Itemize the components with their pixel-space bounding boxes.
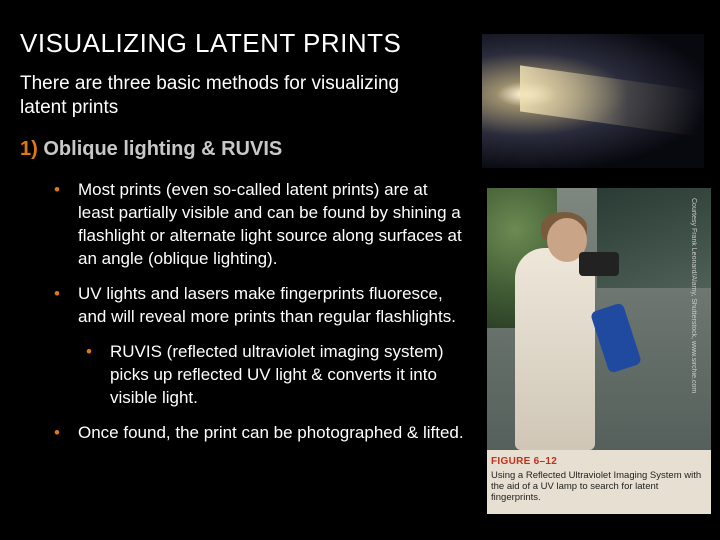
bullet-item (54, 421, 464, 444)
bullet-item (54, 282, 464, 328)
section-heading-text: Oblique lighting & RUVIS (43, 138, 283, 160)
ruvis-photo (487, 188, 711, 514)
flashlight-photo (482, 34, 704, 168)
slide-title: VISUALIZING LATENT PRINTS (20, 28, 402, 58)
figure-label: FIGURE 6–12 (491, 456, 558, 467)
section-heading (20, 138, 282, 161)
bullet-text: RUVIS (reflected ultraviolet imaging system) picks up reflected UV light & converts it into visible light. (110, 342, 444, 407)
figure-caption-text: Using a Reflected Ultraviolet Imaging System with the aid of a UV lamp to search for latent fingerprints. (491, 470, 702, 503)
bullet-dot: • (54, 423, 60, 442)
sub-bullet-item (86, 340, 464, 409)
figure-caption (487, 450, 711, 514)
photo-credit: Courtesy Frank Leonard/Alamy, Shutterstock, www.sirchie.com (690, 198, 697, 394)
bullet-text: UV lights and lasers make fingerprints fluoresce, and will reveal more prints than regular flashlights. (78, 284, 456, 326)
bullet-dot: • (86, 342, 92, 361)
slide-subtitle: There are three basic methods for visualizing latent prints (20, 73, 400, 118)
flashlight-beam (520, 65, 700, 136)
bullet-text: Most prints (even so-called latent prints) are at least partially visible and can be found by shining a flashlight or alternate light source along surfaces at an angle (oblique lighting). (78, 180, 462, 268)
investigator-lab-coat (515, 248, 595, 450)
bullet-dot: • (54, 284, 60, 303)
section-number: 1) (20, 138, 38, 160)
ruvis-viewer (579, 252, 619, 276)
bullet-item (54, 178, 464, 270)
bullet-dot: • (54, 180, 60, 199)
bullet-list (54, 178, 464, 456)
bullet-text: Once found, the print can be photographed & lifted. (78, 423, 464, 442)
